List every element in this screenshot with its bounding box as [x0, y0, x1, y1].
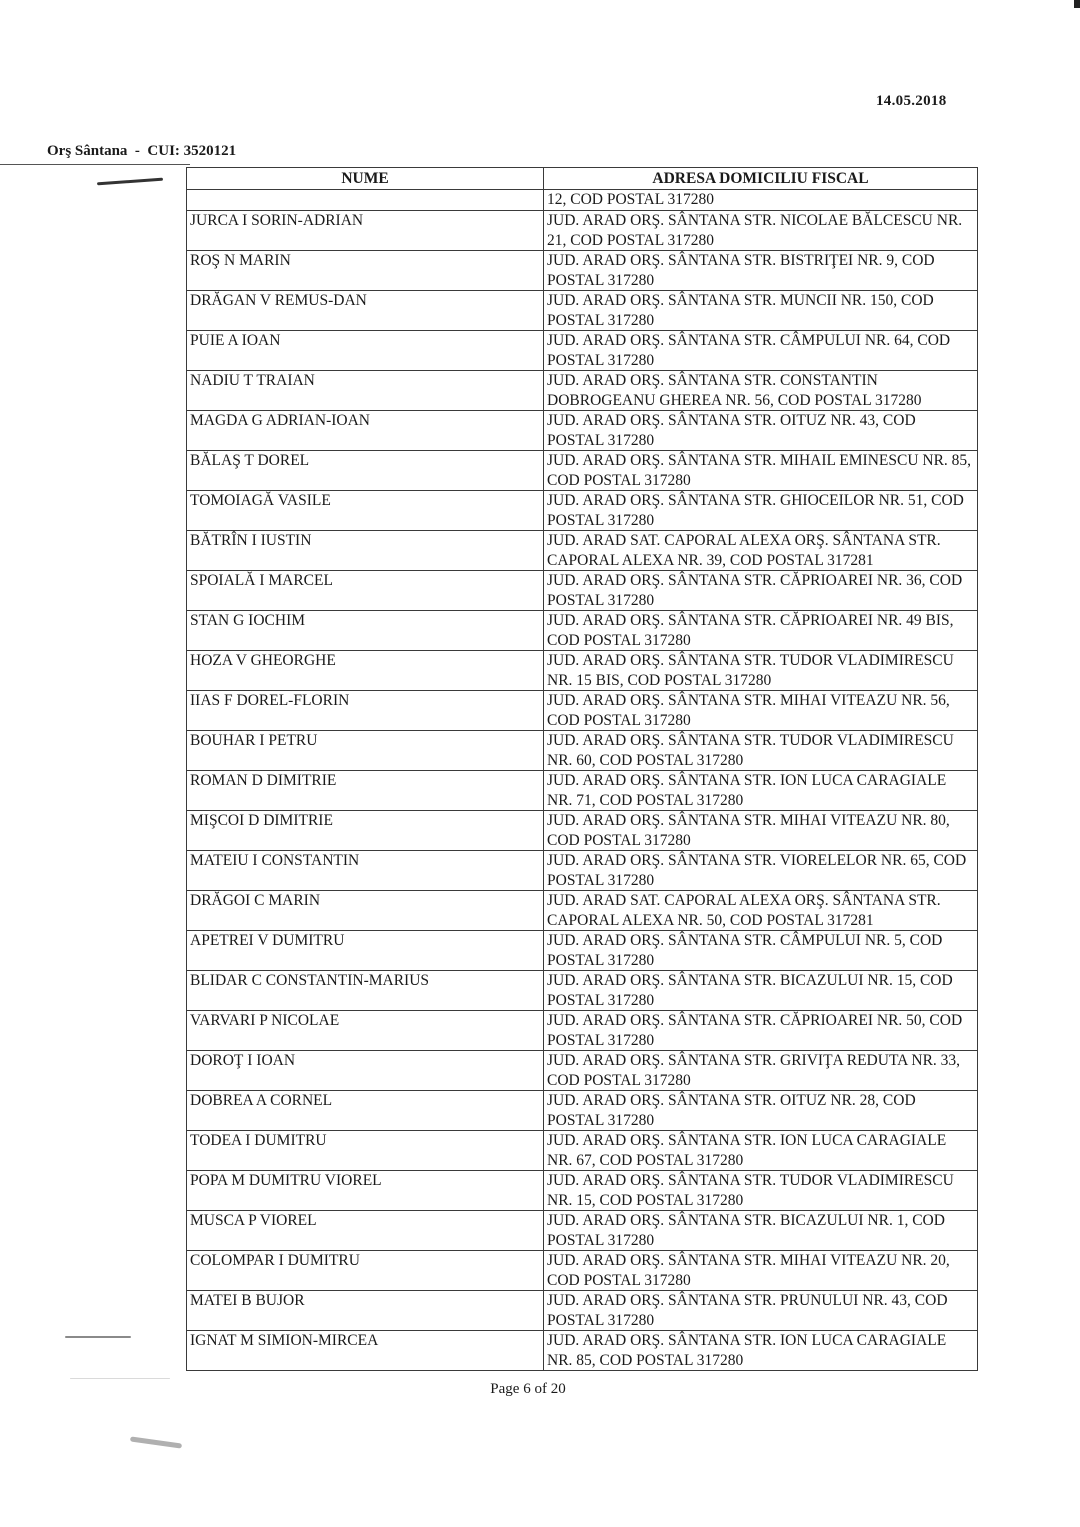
margin-pen-mark — [97, 178, 163, 186]
name-cell: BĂTRÎN I IUSTIN — [187, 531, 544, 571]
margin-scan-line — [70, 1378, 170, 1379]
table-row — [187, 531, 978, 571]
name-cell: ROMAN D DIMITRIE — [187, 771, 544, 811]
name-cell: DRĂGOI C MARIN — [187, 891, 544, 931]
table-header-row — [187, 168, 978, 190]
margin-smudge — [130, 1436, 182, 1448]
name-cell: BLIDAR C CONSTANTIN-MARIUS — [187, 971, 544, 1011]
name-cell: COLOMPAR I DUMITRU — [187, 1251, 544, 1291]
name-cell: DOROŢ I IOAN — [187, 1051, 544, 1091]
name-cell: APETREI V DUMITRU — [187, 931, 544, 971]
name-cell: TOMOIAGĂ VASILE — [187, 491, 544, 531]
table-row — [187, 1251, 978, 1291]
name-cell: TODEA I DUMITRU — [187, 1131, 544, 1171]
name-cell: DOBREA A CORNEL — [187, 1091, 544, 1131]
table-row — [187, 891, 978, 931]
header-rule — [0, 164, 190, 165]
table-row — [187, 1011, 978, 1051]
address-cell: JUD. ARAD ORŞ. SÂNTANA STR. OITUZ NR. 28, COD POSTAL 317280 — [544, 1091, 978, 1131]
table-row — [187, 1131, 978, 1171]
address-cell: JUD. ARAD ORŞ. SÂNTANA STR. ION LUCA CARAGIALE NR. 67, COD POSTAL 317280 — [544, 1131, 978, 1171]
address-cell: JUD. ARAD ORŞ. SÂNTANA STR. ION LUCA CARAGIALE NR. 85, COD POSTAL 317280 — [544, 1331, 978, 1371]
scan-edge-mark — [1074, 0, 1080, 8]
address-cell: JUD. ARAD ORŞ. SÂNTANA STR. TUDOR VLADIMIRESCU NR. 15 BIS, COD POSTAL 317280 — [544, 651, 978, 691]
address-cell: JUD. ARAD ORŞ. SÂNTANA STR. BICAZULUI NR. 15, COD POSTAL 317280 — [544, 971, 978, 1011]
table-row — [187, 731, 978, 771]
address-cell: JUD. ARAD ORŞ. SÂNTANA STR. GHIOCEILOR NR. 51, COD POSTAL 317280 — [544, 491, 978, 531]
name-cell — [187, 190, 544, 211]
address-cell: JUD. ARAD ORŞ. SÂNTANA STR. OITUZ NR. 43, COD POSTAL 317280 — [544, 411, 978, 451]
table-row — [187, 291, 978, 331]
taxpayer-table — [186, 167, 978, 1371]
table-row — [187, 331, 978, 371]
address-cell: JUD. ARAD ORŞ. SÂNTANA STR. MUNCII NR. 150, COD POSTAL 317280 — [544, 291, 978, 331]
table-row — [187, 691, 978, 731]
name-cell: POPA M DUMITRU VIOREL — [187, 1171, 544, 1211]
table-body — [187, 190, 978, 1371]
address-cell: JUD. ARAD ORŞ. SÂNTANA STR. CĂPRIOAREI NR. 36, COD POSTAL 317280 — [544, 571, 978, 611]
table-row — [187, 931, 978, 971]
name-cell: VARVARI P NICOLAE — [187, 1011, 544, 1051]
name-cell: NADIU T TRAIAN — [187, 371, 544, 411]
address-cell: JUD. ARAD ORŞ. SÂNTANA STR. MIHAI VITEAZU NR. 56, COD POSTAL 317280 — [544, 691, 978, 731]
table-row — [187, 451, 978, 491]
table-row — [187, 571, 978, 611]
name-cell: MATEI B BUJOR — [187, 1291, 544, 1331]
name-cell: IIAS F DOREL-FLORIN — [187, 691, 544, 731]
table-row — [187, 1331, 978, 1371]
address-cell: JUD. ARAD ORŞ. SÂNTANA STR. ION LUCA CARAGIALE NR. 71, COD POSTAL 317280 — [544, 771, 978, 811]
name-cell: HOZA V GHEORGHE — [187, 651, 544, 691]
table-row — [187, 771, 978, 811]
name-cell: BĂLAŞ T DOREL — [187, 451, 544, 491]
table-row — [187, 1291, 978, 1331]
address-cell: JUD. ARAD ORŞ. SÂNTANA STR. MIHAI VITEAZU NR. 80, COD POSTAL 317280 — [544, 811, 978, 851]
table-row — [187, 211, 978, 251]
table-row — [187, 190, 978, 211]
name-cell: JURCA I SORIN-ADRIAN — [187, 211, 544, 251]
address-cell: JUD. ARAD ORŞ. SÂNTANA STR. VIORELELOR NR. 65, COD POSTAL 317280 — [544, 851, 978, 891]
name-cell: BOUHAR I PETRU — [187, 731, 544, 771]
table-row — [187, 371, 978, 411]
address-cell: JUD. ARAD ORŞ. SÂNTANA STR. BISTRIŢEI NR. 9, COD POSTAL 317280 — [544, 251, 978, 291]
address-cell: JUD. ARAD ORŞ. SÂNTANA STR. CĂPRIOAREI NR. 50, COD POSTAL 317280 — [544, 1011, 978, 1051]
address-cell: JUD. ARAD ORŞ. SÂNTANA STR. BICAZULUI NR. 1, COD POSTAL 317280 — [544, 1211, 978, 1251]
address-cell: JUD. ARAD ORŞ. SÂNTANA STR. CĂPRIOAREI NR. 49 BIS, COD POSTAL 317280 — [544, 611, 978, 651]
name-cell: STAN G IOCHIM — [187, 611, 544, 651]
table-row — [187, 1211, 978, 1251]
name-cell: MUSCA P VIOREL — [187, 1211, 544, 1251]
address-cell: JUD. ARAD ORŞ. SÂNTANA STR. NICOLAE BĂLCESCU NR. 21, COD POSTAL 317280 — [544, 211, 978, 251]
name-cell: DRĂGAN V REMUS-DAN — [187, 291, 544, 331]
name-cell: IGNAT M SIMION-MIRCEA — [187, 1331, 544, 1371]
address-cell: JUD. ARAD ORŞ. SÂNTANA STR. PRUNULUI NR. 43, COD POSTAL 317280 — [544, 1291, 978, 1331]
address-cell: JUD. ARAD ORŞ. SÂNTANA STR. MIHAI VITEAZU NR. 20, COD POSTAL 317280 — [544, 1251, 978, 1291]
address-cell: JUD. ARAD ORŞ. SÂNTANA STR. MIHAIL EMINESCU NR. 85, COD POSTAL 317280 — [544, 451, 978, 491]
name-cell: ROŞ N MARIN — [187, 251, 544, 291]
address-cell: JUD. ARAD ORŞ. SÂNTANA STR. CONSTANTIN DOBROGEANU GHEREA NR. 56, COD POSTAL 317280 — [544, 371, 978, 411]
table-row — [187, 971, 978, 1011]
margin-pen-mark — [65, 1336, 131, 1338]
address-cell: JUD. ARAD ORŞ. SÂNTANA STR. TUDOR VLADIMIRESCU NR. 60, COD POSTAL 317280 — [544, 731, 978, 771]
table-row — [187, 651, 978, 691]
column-header-name: NUME — [187, 168, 544, 190]
column-header-address: ADRESA DOMICILIU FISCAL — [544, 168, 978, 190]
name-cell: MATEIU I CONSTANTIN — [187, 851, 544, 891]
address-cell: JUD. ARAD ORŞ. SÂNTANA STR. CÂMPULUI NR. 64, COD POSTAL 317280 — [544, 331, 978, 371]
table-row — [187, 811, 978, 851]
address-cell: 12, COD POSTAL 317280 — [544, 190, 978, 211]
name-cell: SPOIALĂ I MARCEL — [187, 571, 544, 611]
name-cell: MAGDA G ADRIAN-IOAN — [187, 411, 544, 451]
table-row — [187, 411, 978, 451]
address-cell: JUD. ARAD ORŞ. SÂNTANA STR. CÂMPULUI NR. 5, COD POSTAL 317280 — [544, 931, 978, 971]
document-date: 14.05.2018 — [876, 93, 947, 109]
table-row — [187, 491, 978, 531]
address-cell: JUD. ARAD SAT. CAPORAL ALEXA ORŞ. SÂNTANA STR. CAPORAL ALEXA NR. 39, COD POSTAL 317281 — [544, 531, 978, 571]
table-row — [187, 851, 978, 891]
name-cell: PUIE A IOAN — [187, 331, 544, 371]
table-row — [187, 611, 978, 651]
address-cell: JUD. ARAD ORŞ. SÂNTANA STR. TUDOR VLADIMIRESCU NR. 15, COD POSTAL 317280 — [544, 1171, 978, 1211]
address-cell: JUD. ARAD SAT. CAPORAL ALEXA ORŞ. SÂNTANA STR. CAPORAL ALEXA NR. 50, COD POSTAL 317281 — [544, 891, 978, 931]
institution-header: Orş Sântana - CUI: 3520121 — [47, 143, 237, 159]
table-row — [187, 1091, 978, 1131]
table-row — [187, 251, 978, 291]
table-row — [187, 1051, 978, 1091]
table-row — [187, 1171, 978, 1211]
name-cell: MIŞCOI D DIMITRIE — [187, 811, 544, 851]
page-number: Page 6 of 20 — [490, 1381, 566, 1397]
address-cell: JUD. ARAD ORŞ. SÂNTANA STR. GRIVIŢA REDUTA NR. 33, COD POSTAL 317280 — [544, 1051, 978, 1091]
